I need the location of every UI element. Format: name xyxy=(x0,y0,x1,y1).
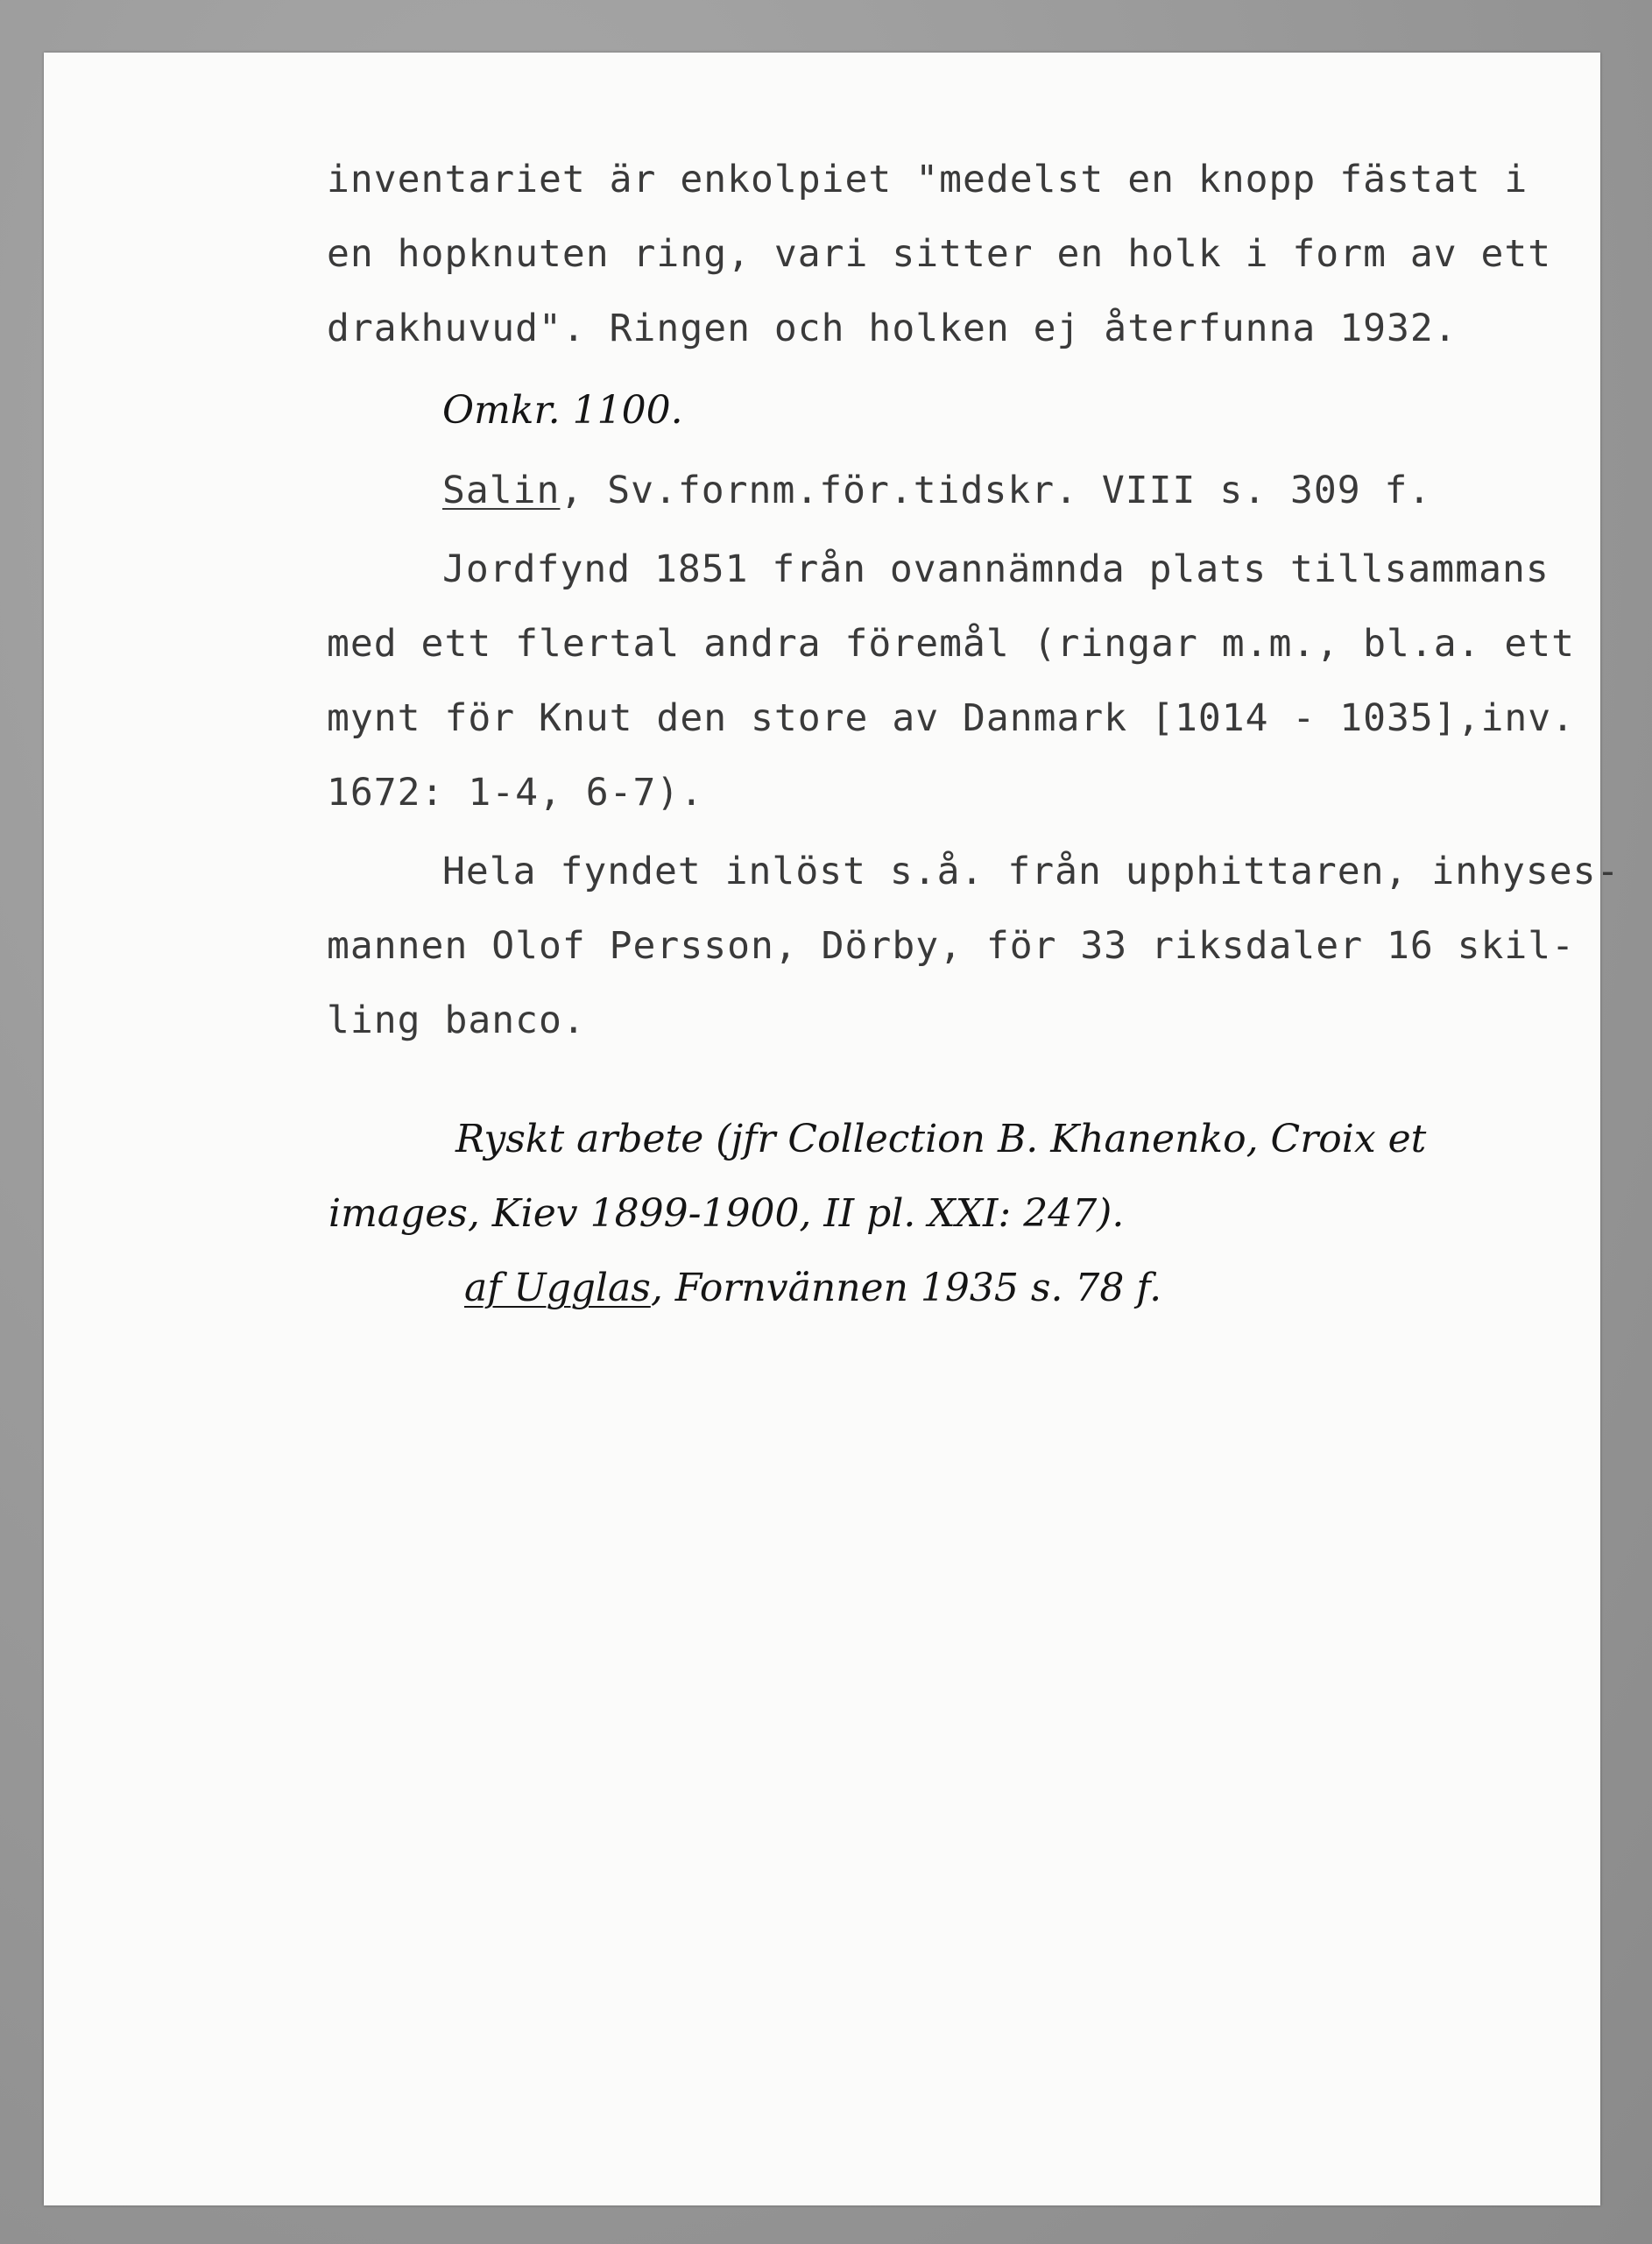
handwritten-note: images, Kiev 1899-1900, II pl. XXI: 247). xyxy=(328,1191,1125,1236)
reference-details: , Sv.fornm.för.tidskr. VIII s. 309 f. xyxy=(560,469,1432,512)
document-page xyxy=(44,53,1620,2205)
typed-line: Jordfynd 1851 från ovannämnda plats tillsammans xyxy=(442,547,1550,591)
typed-line: med ett flertal andra föremål (ringar m.m., bl.a. ett xyxy=(327,622,1576,666)
typed-line: ling banco. xyxy=(327,999,586,1042)
typed-line: Hela fyndet inlöst s.å. från upphittaren, inhyses- xyxy=(442,850,1620,893)
typed-line: en hopknuten ring, vari sitter en holk i form av ett xyxy=(327,232,1552,276)
handwritten-date: Omkr. 1100. xyxy=(442,388,683,433)
typed-line: drakhuvud". Ringen och holken ej återfunna 1932. xyxy=(327,307,1458,350)
typed-line: inventariet är enkolpiet "medelst en knopp fästat i xyxy=(327,158,1528,201)
reference-author: Salin xyxy=(442,469,561,512)
reference-line xyxy=(442,469,1431,512)
handwritten-reference xyxy=(464,1266,1161,1310)
handwritten-reference-details: , Fornvännen 1935 s. 78 f. xyxy=(650,1266,1162,1310)
typed-line: 1672: 1-4, 6-7). xyxy=(327,771,704,815)
handwritten-note: Ryskt arbete (jfr Collection B. Khanenko, Croix et xyxy=(455,1117,1427,1161)
handwritten-reference-author: af Ugglas xyxy=(464,1266,651,1310)
typed-line: mynt för Knut den store av Danmark [1014 - 1035],inv. xyxy=(327,696,1576,740)
typed-line: mannen Olof Persson, Dörby, för 33 riksdaler 16 skil- xyxy=(327,924,1576,968)
